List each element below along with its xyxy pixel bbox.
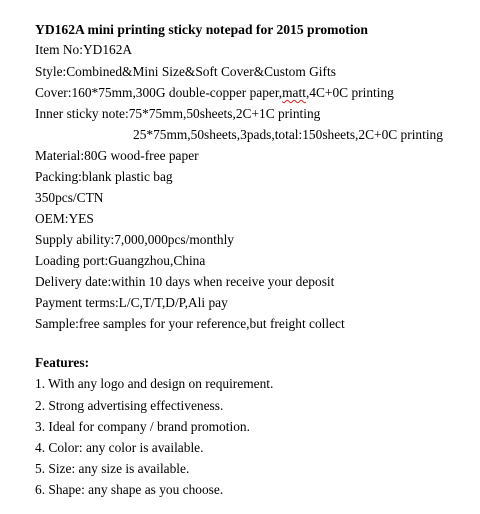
delivery-line: Delivery date:within 10 days when receive your deposit <box>35 274 335 289</box>
cover-prefix: Cover:160*75mm,300G double-copper paper, <box>35 85 283 100</box>
material-line: Material:80G wood-free paper <box>35 148 199 163</box>
feature-item: 4. Color: any color is available. <box>35 440 204 455</box>
cover-suffix: ,4C+0C printing <box>305 85 394 100</box>
cover-line <box>35 85 394 101</box>
inner-note-line-2: 25*75mm,50sheets,3pads,total:150sheets,2C+0C printing <box>133 127 443 142</box>
style-line: Style:Combined&Mini Size&Soft Cover&Custom Gifts <box>35 64 336 79</box>
item-number: Item No:YD162A <box>35 42 133 57</box>
misspelled-word: matt <box>282 85 306 100</box>
sample-line: Sample:free samples for your reference,but freight collect <box>35 316 345 331</box>
feature-item: 6. Shape: any shape as you choose. <box>35 482 224 497</box>
carton-line: 350pcs/CTN <box>35 190 104 205</box>
feature-item: 2. Strong advertising effectiveness. <box>35 398 224 413</box>
loading-port-line: Loading port:Guangzhou,China <box>35 253 206 268</box>
feature-item: 3. Ideal for company / brand promotion. <box>35 419 250 434</box>
feature-item: 5. Size: any size is available. <box>35 461 190 476</box>
packing-line: Packing:blank plastic bag <box>35 169 173 184</box>
payment-line: Payment terms:L/C,T/T,D/P,Ali pay <box>35 295 228 310</box>
supply-line: Supply ability:7,000,000pcs/monthly <box>35 232 235 247</box>
feature-item: 1. With any logo and design on requirement. <box>35 376 274 391</box>
oem-line: OEM:YES <box>35 211 94 226</box>
inner-note-line-1: Inner sticky note:75*75mm,50sheets,2C+1C printing <box>35 106 321 121</box>
features-heading: Features: <box>35 355 90 370</box>
product-title: YD162A mini printing sticky notepad for 2015 promotion <box>35 22 368 37</box>
